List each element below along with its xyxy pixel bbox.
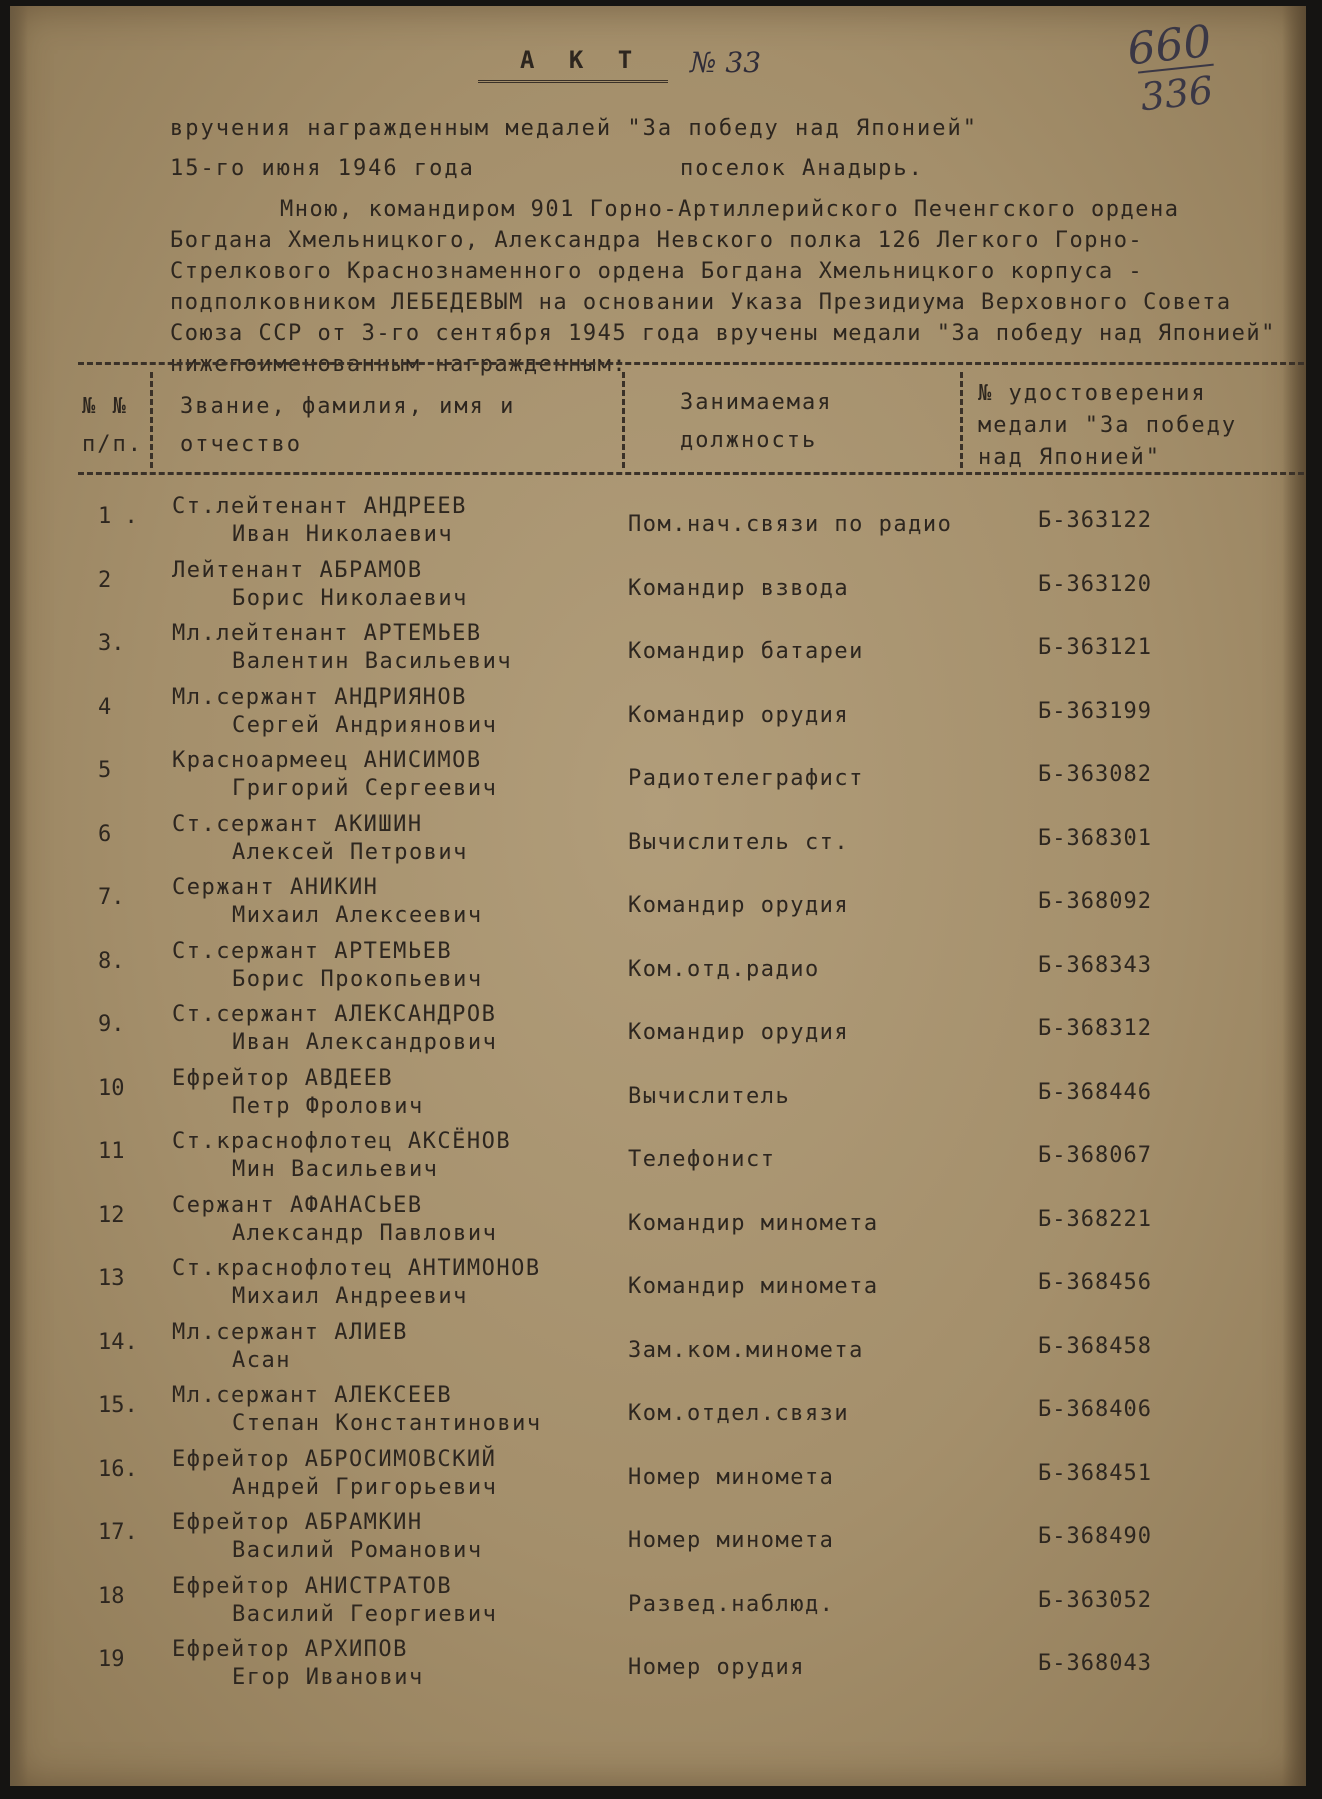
row-given-names: Борис Прокопьевич — [232, 966, 483, 992]
document-date: 15-го июня 1946 года — [170, 156, 475, 181]
row-number: 18 — [98, 1583, 125, 1609]
table-row — [10, 812, 1306, 876]
row-given-names: Алексей Петрович — [232, 839, 468, 865]
row-position: Ком.отдел.связи — [628, 1401, 850, 1426]
row-given-names: Степан Константинович — [232, 1411, 542, 1436]
row-position: Вычислитель — [628, 1083, 791, 1109]
row-number: 11 — [98, 1139, 125, 1164]
row-certificate: Б-368312 — [1038, 1016, 1152, 1041]
row-rank-surname: Лейтенант АБРАМОВ — [172, 557, 423, 583]
row-position: Вычислитель ст. — [628, 829, 850, 855]
row-given-names: Михаил Андреевич — [232, 1284, 468, 1309]
row-number: 7. — [98, 885, 125, 910]
row-certificate: Б-368406 — [1038, 1397, 1152, 1422]
row-certificate: Б-368458 — [1038, 1333, 1152, 1359]
row-position: Номер миномета — [628, 1528, 835, 1553]
row-certificate: Б-363082 — [1038, 762, 1152, 787]
title-underline — [478, 80, 668, 83]
row-certificate: Б-363052 — [1038, 1587, 1152, 1613]
row-given-names: Валентин Васильевич — [232, 649, 513, 674]
table-row — [10, 685, 1306, 749]
column-divider — [622, 372, 625, 468]
row-rank-surname: Ефрейтор АБРОСИМОВСКИЙ — [172, 1446, 497, 1472]
archive-number-top: 660 — [1125, 15, 1214, 76]
archive-number-bottom: 336 — [1138, 64, 1219, 120]
row-rank-surname: Ст.краснофлотец АКСЁНОВ — [172, 1129, 512, 1154]
row-position: Номер миномета — [628, 1464, 835, 1490]
row-number: 2 — [98, 567, 112, 593]
table-row — [10, 1320, 1306, 1384]
row-rank-surname: Ст.сержант АКИШИН — [172, 811, 423, 837]
row-number: 16. — [98, 1456, 138, 1482]
row-rank-surname: Ст.краснофлотец АНТИМОНОВ — [172, 1256, 541, 1281]
table-row — [10, 494, 1306, 558]
row-given-names: Михаил Алексеевич — [232, 903, 483, 928]
table-row — [10, 939, 1306, 1003]
header-certificate: № удостоверения медали "За победу над Японией" — [978, 381, 1238, 470]
row-rank-surname: Ефрейтор АРХИПОВ — [172, 1637, 408, 1662]
row-rank-surname: Мл.сержант АЛЕКСЕЕВ — [172, 1383, 453, 1408]
table-row — [10, 1383, 1306, 1447]
row-number: 10 — [98, 1075, 125, 1101]
row-given-names: Андрей Григорьевич — [232, 1474, 498, 1500]
header-number: № № п/п. — [82, 394, 143, 457]
document-place: поселок Анадырь. — [680, 156, 924, 181]
row-given-names: Асан — [232, 1347, 291, 1373]
row-rank-surname: Мл.лейтенант АРТЕМЬЕВ — [172, 621, 482, 646]
table-row — [10, 1002, 1306, 1066]
row-rank-surname: Сержант АНИКИН — [172, 875, 379, 900]
row-rank-surname: Сержант АФАНАСЬЕВ — [172, 1192, 423, 1218]
row-given-names: Мин Васильевич — [232, 1157, 439, 1182]
table-row — [10, 1129, 1306, 1193]
row-rank-surname: Красноармеец АНИСИМОВ — [172, 748, 482, 773]
row-rank-surname: Мл.сержант АЛИЕВ — [172, 1319, 408, 1345]
row-position: Номер орудия — [628, 1655, 805, 1680]
row-rank-surname: Ефрейтор АВДЕЕВ — [172, 1065, 394, 1091]
table-row — [10, 1066, 1306, 1130]
row-position: Командир батареи — [628, 639, 864, 664]
row-given-names: Сергей Андриянович — [232, 712, 498, 738]
column-divider — [960, 372, 963, 468]
row-certificate: Б-368221 — [1038, 1206, 1152, 1232]
row-position: Командир орудия — [628, 702, 850, 728]
row-given-names: Александр Павлович — [232, 1220, 498, 1246]
row-rank-surname: Ефрейтор АНИСТРАТОВ — [172, 1573, 453, 1599]
row-certificate: Б-368456 — [1038, 1270, 1152, 1295]
row-position: Радиотелеграфист — [628, 766, 864, 791]
table-row — [10, 1256, 1306, 1320]
row-rank-surname: Мл.сержант АНДРИЯНОВ — [172, 684, 467, 710]
row-rank-surname: Ст.лейтенант АНДРЕЕВ — [172, 494, 467, 519]
row-certificate: Б-363120 — [1038, 571, 1152, 597]
table-row — [10, 1637, 1306, 1701]
row-number: 3. — [98, 631, 125, 656]
row-given-names: Петр Фролович — [232, 1093, 424, 1119]
row-rank-surname: Ефрейтор АБРАМКИН — [172, 1510, 423, 1535]
table-row — [10, 1574, 1306, 1638]
row-certificate: Б-368343 — [1038, 952, 1152, 978]
row-number: 15. — [98, 1393, 138, 1418]
row-number: 12 — [98, 1202, 125, 1228]
row-certificate: Б-368301 — [1038, 825, 1152, 851]
row-rank-surname: Ст.сержант АРТЕМЬЕВ — [172, 938, 453, 964]
table-header-top-rule — [78, 362, 1304, 365]
row-position: Командир миномета — [628, 1274, 879, 1299]
row-number: 1 . — [98, 504, 138, 529]
row-position: Телефонист — [628, 1147, 776, 1172]
row-number: 8. — [98, 948, 125, 974]
table-row — [10, 875, 1306, 939]
row-certificate: Б-368446 — [1038, 1079, 1152, 1105]
document-title: А К Т — [520, 46, 643, 74]
document-paragraph: Мною, командиром 901 Горно-Артиллерийского Печенгского ордена Богдана Хмельницкого, Александра Невского полка 126 Легкого Горно-Стрелкового Краснознаменного ордена Богдана Хмельницкого корпуса - подполковником ЛЕБЕДЕВЫМ на основании Указа Президиума Верховного Совета Союза ССР от 3-го сентября 1945 года вручены медали "За победу над Японией" нижепоименованным награжденным: — [170, 197, 1276, 377]
document-sheet — [10, 6, 1306, 1786]
archive-number — [1125, 15, 1218, 120]
row-given-names: Василий Романович — [232, 1538, 483, 1563]
row-number: 13 — [98, 1266, 125, 1291]
header-position: Занимаемая должность — [680, 390, 833, 453]
row-number: 17. — [98, 1520, 138, 1545]
row-position: Командир орудия — [628, 893, 850, 918]
row-given-names: Егор Иванович — [232, 1665, 424, 1690]
row-given-names: Иван Александрович — [232, 1030, 498, 1055]
row-position: Пом.нач.связи по радио — [628, 512, 953, 537]
row-number: 5 — [98, 758, 112, 783]
row-position: Развед.наблюд. — [628, 1591, 835, 1617]
row-position: Зам.ком.миномета — [628, 1337, 864, 1363]
row-certificate: Б-363121 — [1038, 635, 1152, 660]
row-given-names: Григорий Сергеевич — [232, 776, 498, 801]
header-name: Звание, фамилия, имя и отчество — [180, 394, 516, 457]
row-certificate: Б-368451 — [1038, 1460, 1152, 1486]
table-row — [10, 621, 1306, 685]
document-subject: вручения награжденным медалей "За победу над Японией" — [170, 116, 978, 141]
row-position: Командир орудия — [628, 1020, 850, 1045]
row-certificate: Б-368490 — [1038, 1524, 1152, 1549]
table-row — [10, 1447, 1306, 1511]
row-certificate: Б-368067 — [1038, 1143, 1152, 1168]
row-number: 4 — [98, 694, 112, 720]
row-number: 6 — [98, 821, 112, 847]
table-row — [10, 1193, 1306, 1257]
row-position: Командир миномета — [628, 1210, 879, 1236]
row-number: 9. — [98, 1012, 125, 1037]
row-certificate: Б-363122 — [1038, 508, 1152, 533]
row-number: 19 — [98, 1647, 125, 1672]
row-given-names: Иван Николаевич — [232, 522, 454, 547]
row-number: 14. — [98, 1329, 138, 1355]
row-position: Ком.отд.радио — [628, 956, 820, 982]
table-row — [10, 558, 1306, 622]
act-number: № 33 — [690, 46, 762, 79]
row-position: Командир взвода — [628, 575, 850, 601]
table-row — [10, 748, 1306, 812]
row-rank-surname: Ст.сержант АЛЕКСАНДРОВ — [172, 1002, 497, 1027]
row-given-names: Борис Николаевич — [232, 585, 468, 611]
table-row — [10, 1510, 1306, 1574]
row-certificate: Б-368092 — [1038, 889, 1152, 914]
row-certificate: Б-363199 — [1038, 698, 1152, 724]
row-given-names: Василий Георгиевич — [232, 1601, 498, 1627]
row-certificate: Б-368043 — [1038, 1651, 1152, 1676]
